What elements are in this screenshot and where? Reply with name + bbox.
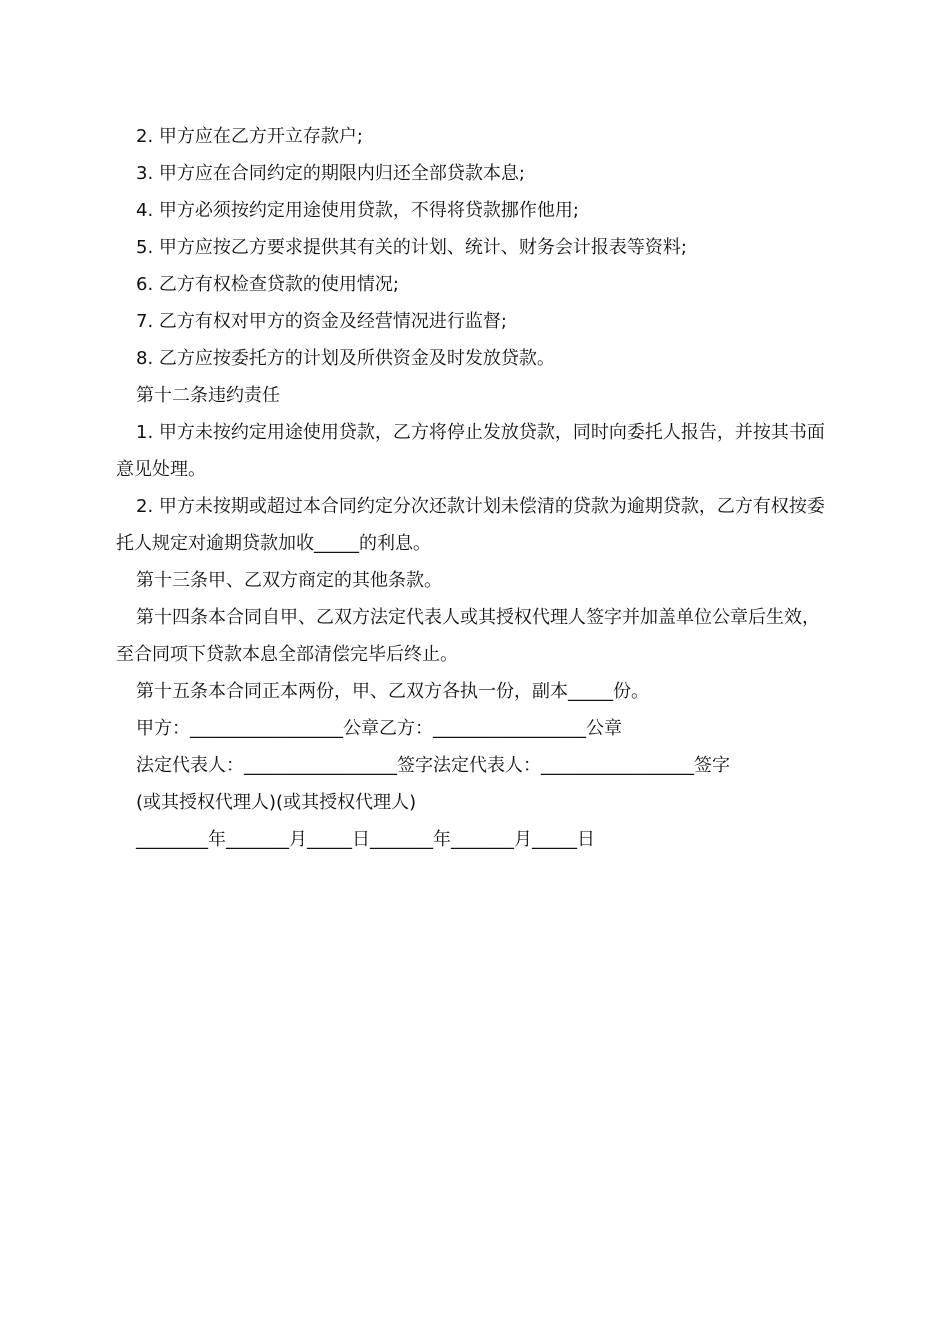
date-line: ________年_______月_____日_______年_______月_____日	[136, 829, 595, 850]
document-page	[116, 118, 836, 858]
liability-item-1: 1. 甲方未按约定用途使用贷款，乙方将停止发放贷款，同时向委托人报告，并按其书面意见处理。	[116, 422, 825, 480]
article-14: 第十四条本合同自甲、乙双方法定代表人或其授权代理人签字并加盖单位公章后生效，至合同项下贷款本息全部清偿完毕后终止。	[116, 607, 820, 665]
representative-sign-line: 法定代表人：_________________签字法定代表人：_________________签字	[136, 755, 730, 776]
article-12-heading: 第十二条违约责任	[136, 385, 280, 406]
clause-item-3: 3. 甲方应在合同约定的期限内归还全部贷款本息;	[136, 163, 525, 184]
party-seal-line: 甲方：_________________公章乙方：_________________公章	[136, 718, 622, 739]
article-13: 第十三条甲、乙双方商定的其他条款。	[136, 570, 442, 591]
clause-item-5: 5. 甲方应按乙方要求提供其有关的计划、统计、财务会计报表等资料;	[136, 237, 687, 258]
clause-item-2: 2. 甲方应在乙方开立存款户;	[136, 126, 363, 147]
clause-item-4: 4. 甲方必须按约定用途使用贷款，不得将贷款挪作他用;	[136, 200, 579, 221]
authorized-agent-line: (或其授权代理人)(或其授权代理人)	[136, 792, 417, 813]
clause-item-8: 8. 乙方应按委托方的计划及所供资金及时发放贷款。	[136, 348, 555, 369]
clause-item-6: 6. 乙方有权检查贷款的使用情况;	[136, 274, 399, 295]
article-15: 第十五条本合同正本两份，甲、乙双方各执一份，副本_____份。	[136, 681, 649, 702]
liability-item-2: 2. 甲方未按期或超过本合同约定分次还款计划未偿清的贷款为逾期贷款，乙方有权按委托人规定对逾期贷款加收_____的利息。	[116, 496, 825, 554]
clause-item-7: 7. 乙方有权对甲方的资金及经营情况进行监督;	[136, 311, 507, 332]
